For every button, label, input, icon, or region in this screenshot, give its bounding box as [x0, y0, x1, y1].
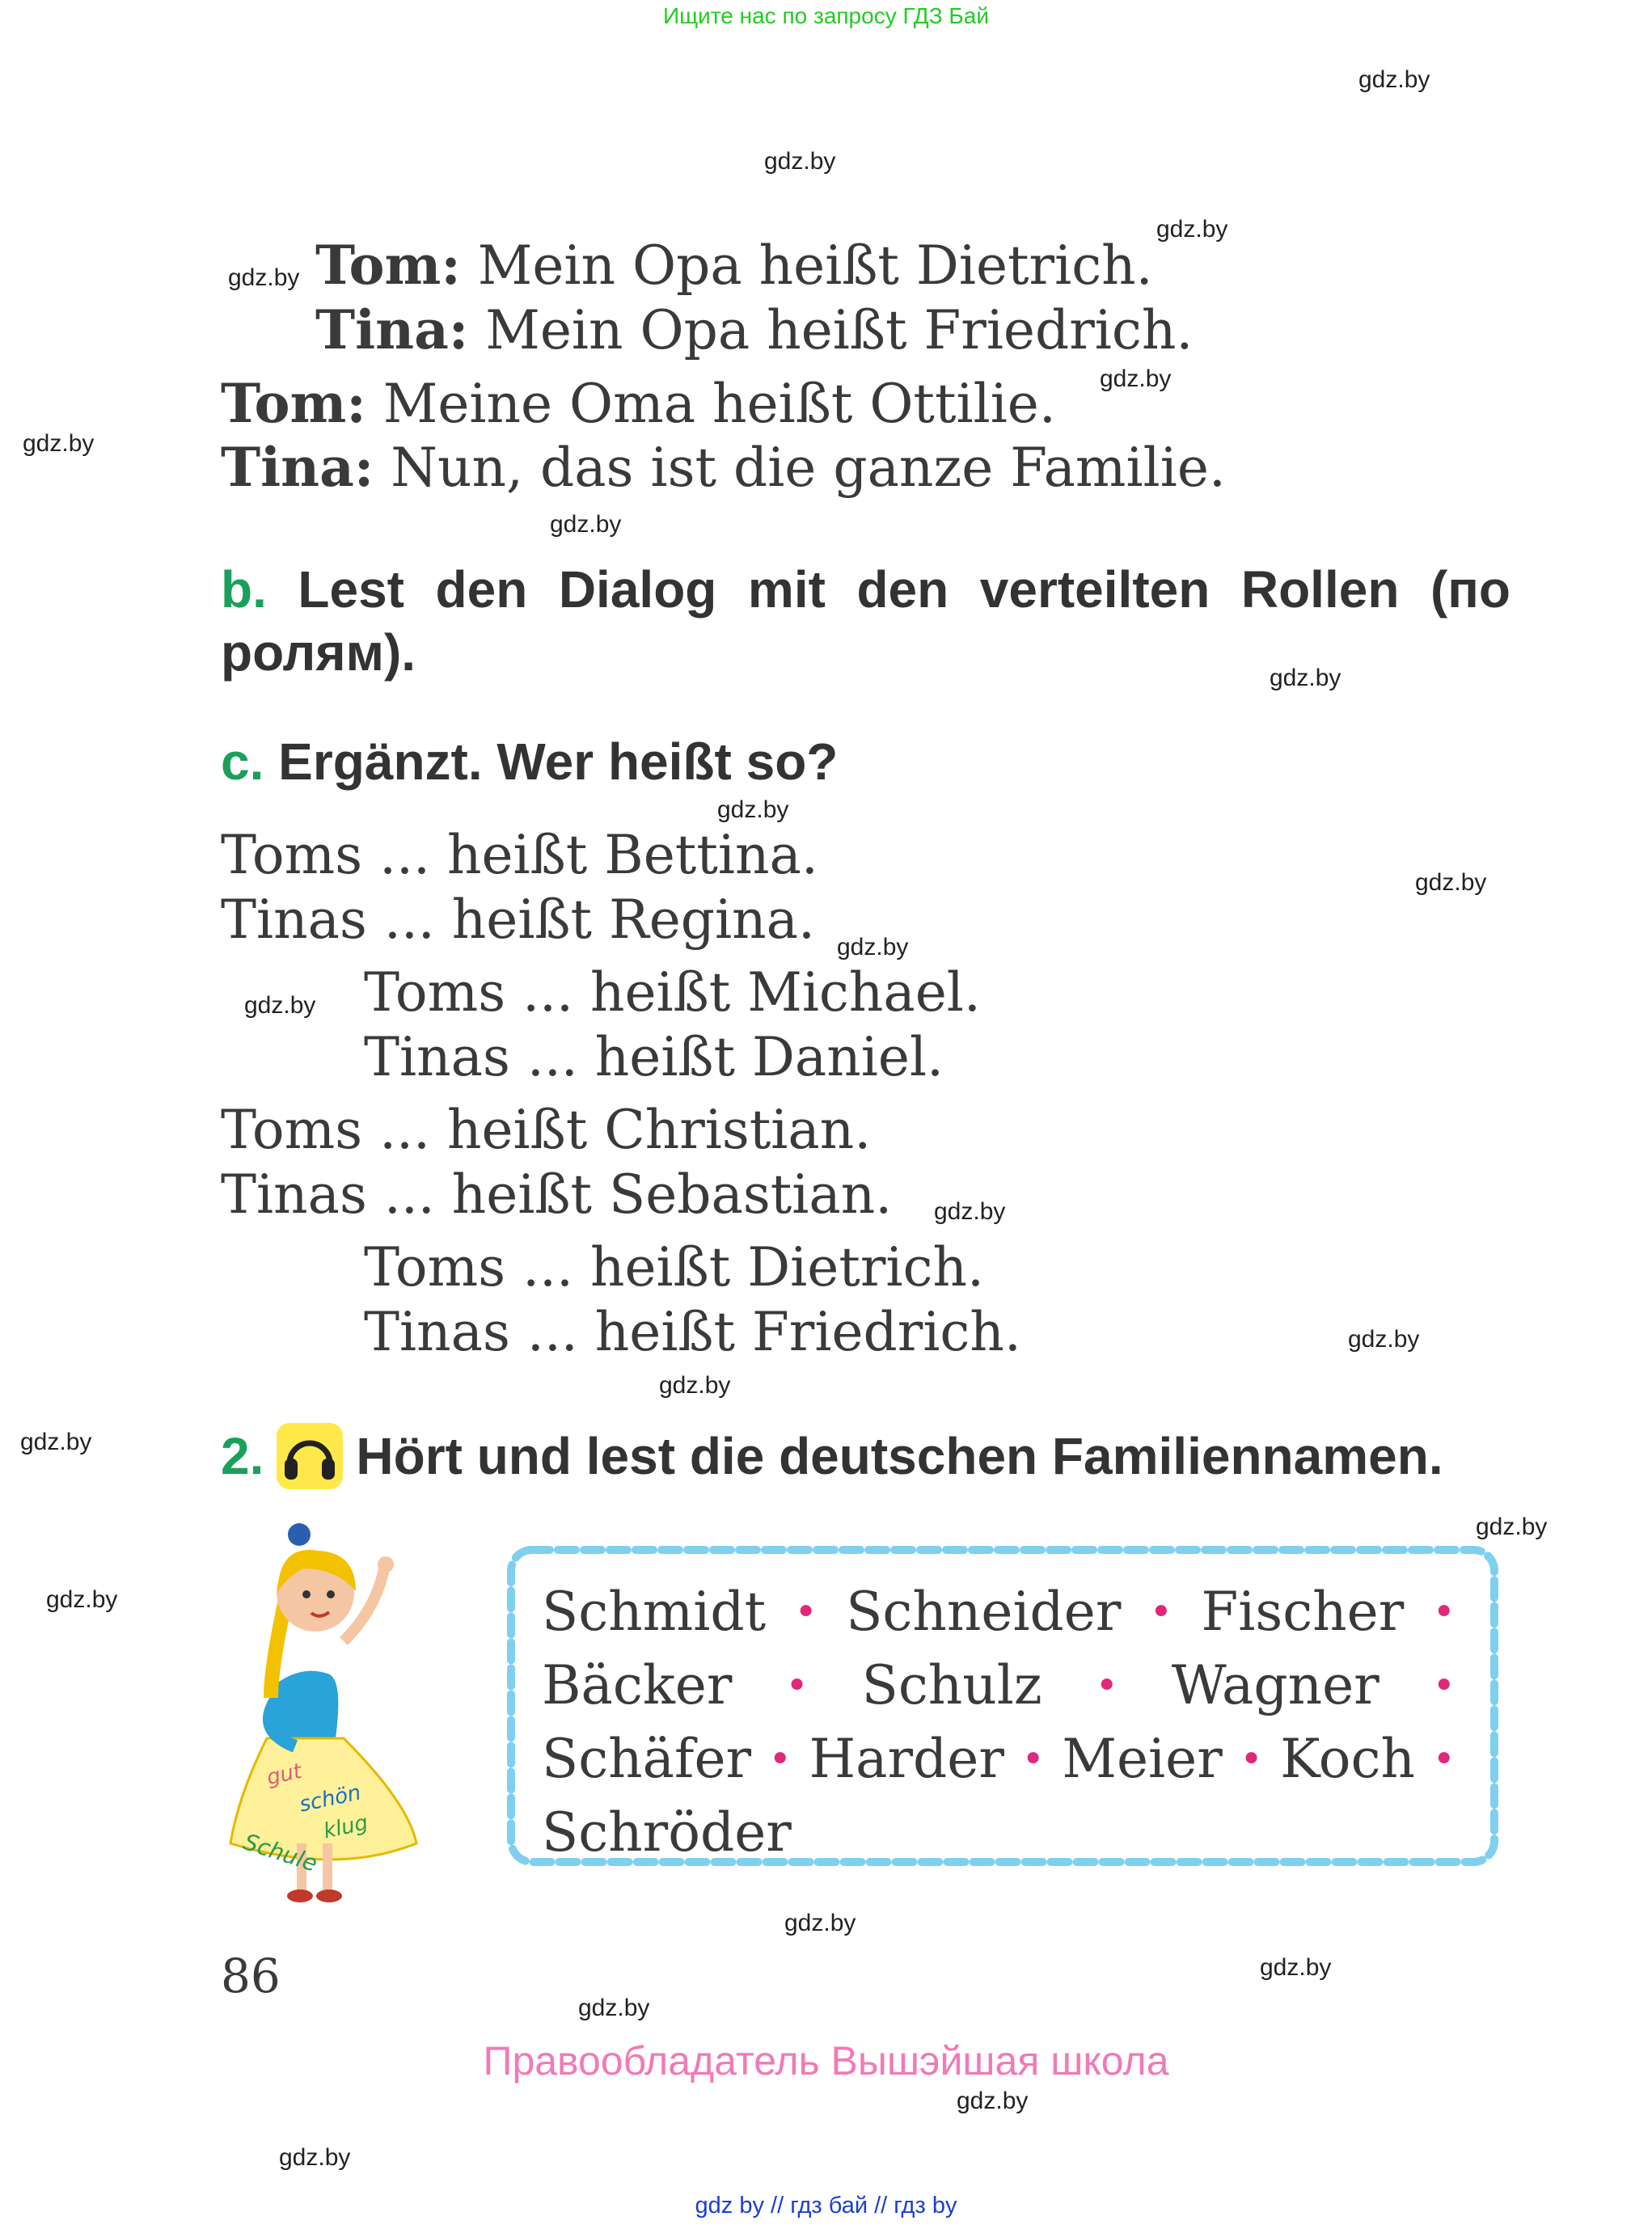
girl-illustration: [222, 1520, 425, 1908]
family-name: Bäcker: [542, 1654, 733, 1716]
task-text: Ergänzt. Wer heißt so?: [264, 733, 839, 791]
names-row: [542, 1654, 1456, 1716]
family-name: Harder: [809, 1728, 1004, 1790]
task-c: [221, 730, 838, 793]
speaker: Tom:: [315, 234, 461, 297]
family-name: Schneider: [846, 1581, 1122, 1643]
fill-line: Toms ... heißt Michael.: [364, 961, 981, 1024]
watermark: gdz.by: [20, 1429, 92, 1455]
watermark: gdz.by: [934, 1198, 1006, 1225]
speaker: Tina:: [315, 298, 469, 361]
speaker: Tina:: [221, 436, 374, 499]
task-text: Lest den Dialog mit den verteilten Rollen (по ролям).: [221, 560, 1510, 682]
family-name: Schäfer: [542, 1728, 752, 1790]
watermark: gdz.by: [23, 430, 95, 457]
skirt-word: gut: [264, 1758, 304, 1791]
bullet: •: [1095, 1662, 1118, 1708]
watermark: gdz.by: [228, 264, 300, 291]
bullet: •: [768, 1736, 792, 1782]
task-2: [221, 1423, 1443, 1489]
names-frame: [501, 1540, 1504, 1872]
watermark: gdz.by: [578, 1995, 650, 2021]
dialog-line: [221, 436, 1226, 499]
bullet: •: [785, 1662, 809, 1708]
fill-line: Toms ... heißt Bettina.: [221, 824, 818, 886]
bullet: •: [1021, 1736, 1045, 1782]
watermark: gdz.by: [1260, 1954, 1332, 1981]
names-row: [542, 1581, 1456, 1643]
watermark: gdz.by: [46, 1586, 118, 1613]
footer-links[interactable]: gdz by // гдз бай // гдз by: [695, 2193, 957, 2219]
fill-line: Tinas ... heißt Friedrich.: [364, 1301, 1021, 1363]
fill-line: Tinas ... heißt Daniel.: [364, 1026, 944, 1088]
family-name: Wagner: [1171, 1654, 1379, 1716]
task-number: 2.: [221, 1426, 264, 1485]
bullet: •: [1240, 1736, 1263, 1782]
fill-line: Toms ... heißt Christian.: [221, 1099, 872, 1161]
speaker: Tom:: [221, 372, 366, 435]
watermark: gdz.by: [244, 992, 316, 1019]
watermark: gdz.by: [784, 1910, 856, 1936]
names-list: [542, 1581, 1456, 1864]
family-name: Schulz: [861, 1654, 1042, 1716]
skirt-word: Schule: [240, 1828, 321, 1877]
family-name: Koch: [1280, 1728, 1415, 1790]
names-row: [542, 1728, 1456, 1790]
dialog-line: [221, 372, 1056, 435]
dialog-line: [315, 234, 1153, 297]
utterance: Mein Opa heißt Friedrich.: [468, 299, 1194, 361]
dialog-line: [315, 298, 1194, 361]
family-name: Fischer: [1201, 1581, 1405, 1643]
top-banner[interactable]: Ищите нас по запросу ГДЗ Бай: [662, 3, 990, 28]
watermark: gdz.by: [1476, 1514, 1548, 1540]
names-row: [542, 1801, 1456, 1864]
family-name: Meier: [1062, 1728, 1223, 1790]
watermark: gdz.by: [717, 796, 789, 823]
watermark: gdz.by: [957, 2088, 1029, 2114]
watermark: gdz.by: [1100, 365, 1172, 392]
utterance: Meine Oma heißt Ottilie.: [365, 373, 1056, 435]
task-letter: b.: [221, 560, 267, 619]
headphones-icon[interactable]: [277, 1423, 343, 1489]
copyright: Правообладатель Вышэйшая школа: [483, 2038, 1169, 2084]
watermark: gdz.by: [1348, 1326, 1420, 1353]
family-name: Schmidt: [542, 1581, 767, 1643]
watermark: gdz.by: [659, 1372, 731, 1399]
skirt-word: klug: [321, 1810, 370, 1844]
task-b: [221, 558, 1510, 684]
fill-line: Toms ... heißt Dietrich.: [364, 1236, 984, 1298]
bullet: •: [794, 1589, 818, 1635]
watermark: gdz.by: [1415, 869, 1487, 896]
fill-line: Tinas ... heißt Regina.: [221, 889, 815, 951]
watermark: gdz.by: [764, 148, 836, 175]
bullet: •: [1149, 1589, 1173, 1635]
watermark: gdz.by: [550, 511, 622, 538]
watermark: gdz.by: [1156, 216, 1228, 243]
bullet: •: [1432, 1662, 1456, 1708]
watermark: gdz.by: [837, 934, 909, 961]
utterance: Nun, das ist die ganze Familie.: [374, 437, 1226, 499]
watermark: gdz.by: [1270, 665, 1341, 691]
utterance: Mein Opa heißt Dietrich.: [460, 234, 1153, 297]
watermark: gdz.by: [1358, 66, 1430, 93]
watermark: gdz.by: [279, 2144, 351, 2171]
skirt-word: schön: [297, 1780, 363, 1818]
bullet: •: [1432, 1736, 1456, 1782]
task-text: Hört und lest die deutschen Familiennamen.: [356, 1426, 1443, 1485]
task-letter: c.: [221, 733, 264, 791]
bullet: •: [1432, 1589, 1456, 1635]
fill-line: Tinas ... heißt Sebastian.: [221, 1163, 893, 1226]
page-number: 86: [221, 1948, 281, 2003]
family-name: Schröder: [542, 1801, 792, 1864]
